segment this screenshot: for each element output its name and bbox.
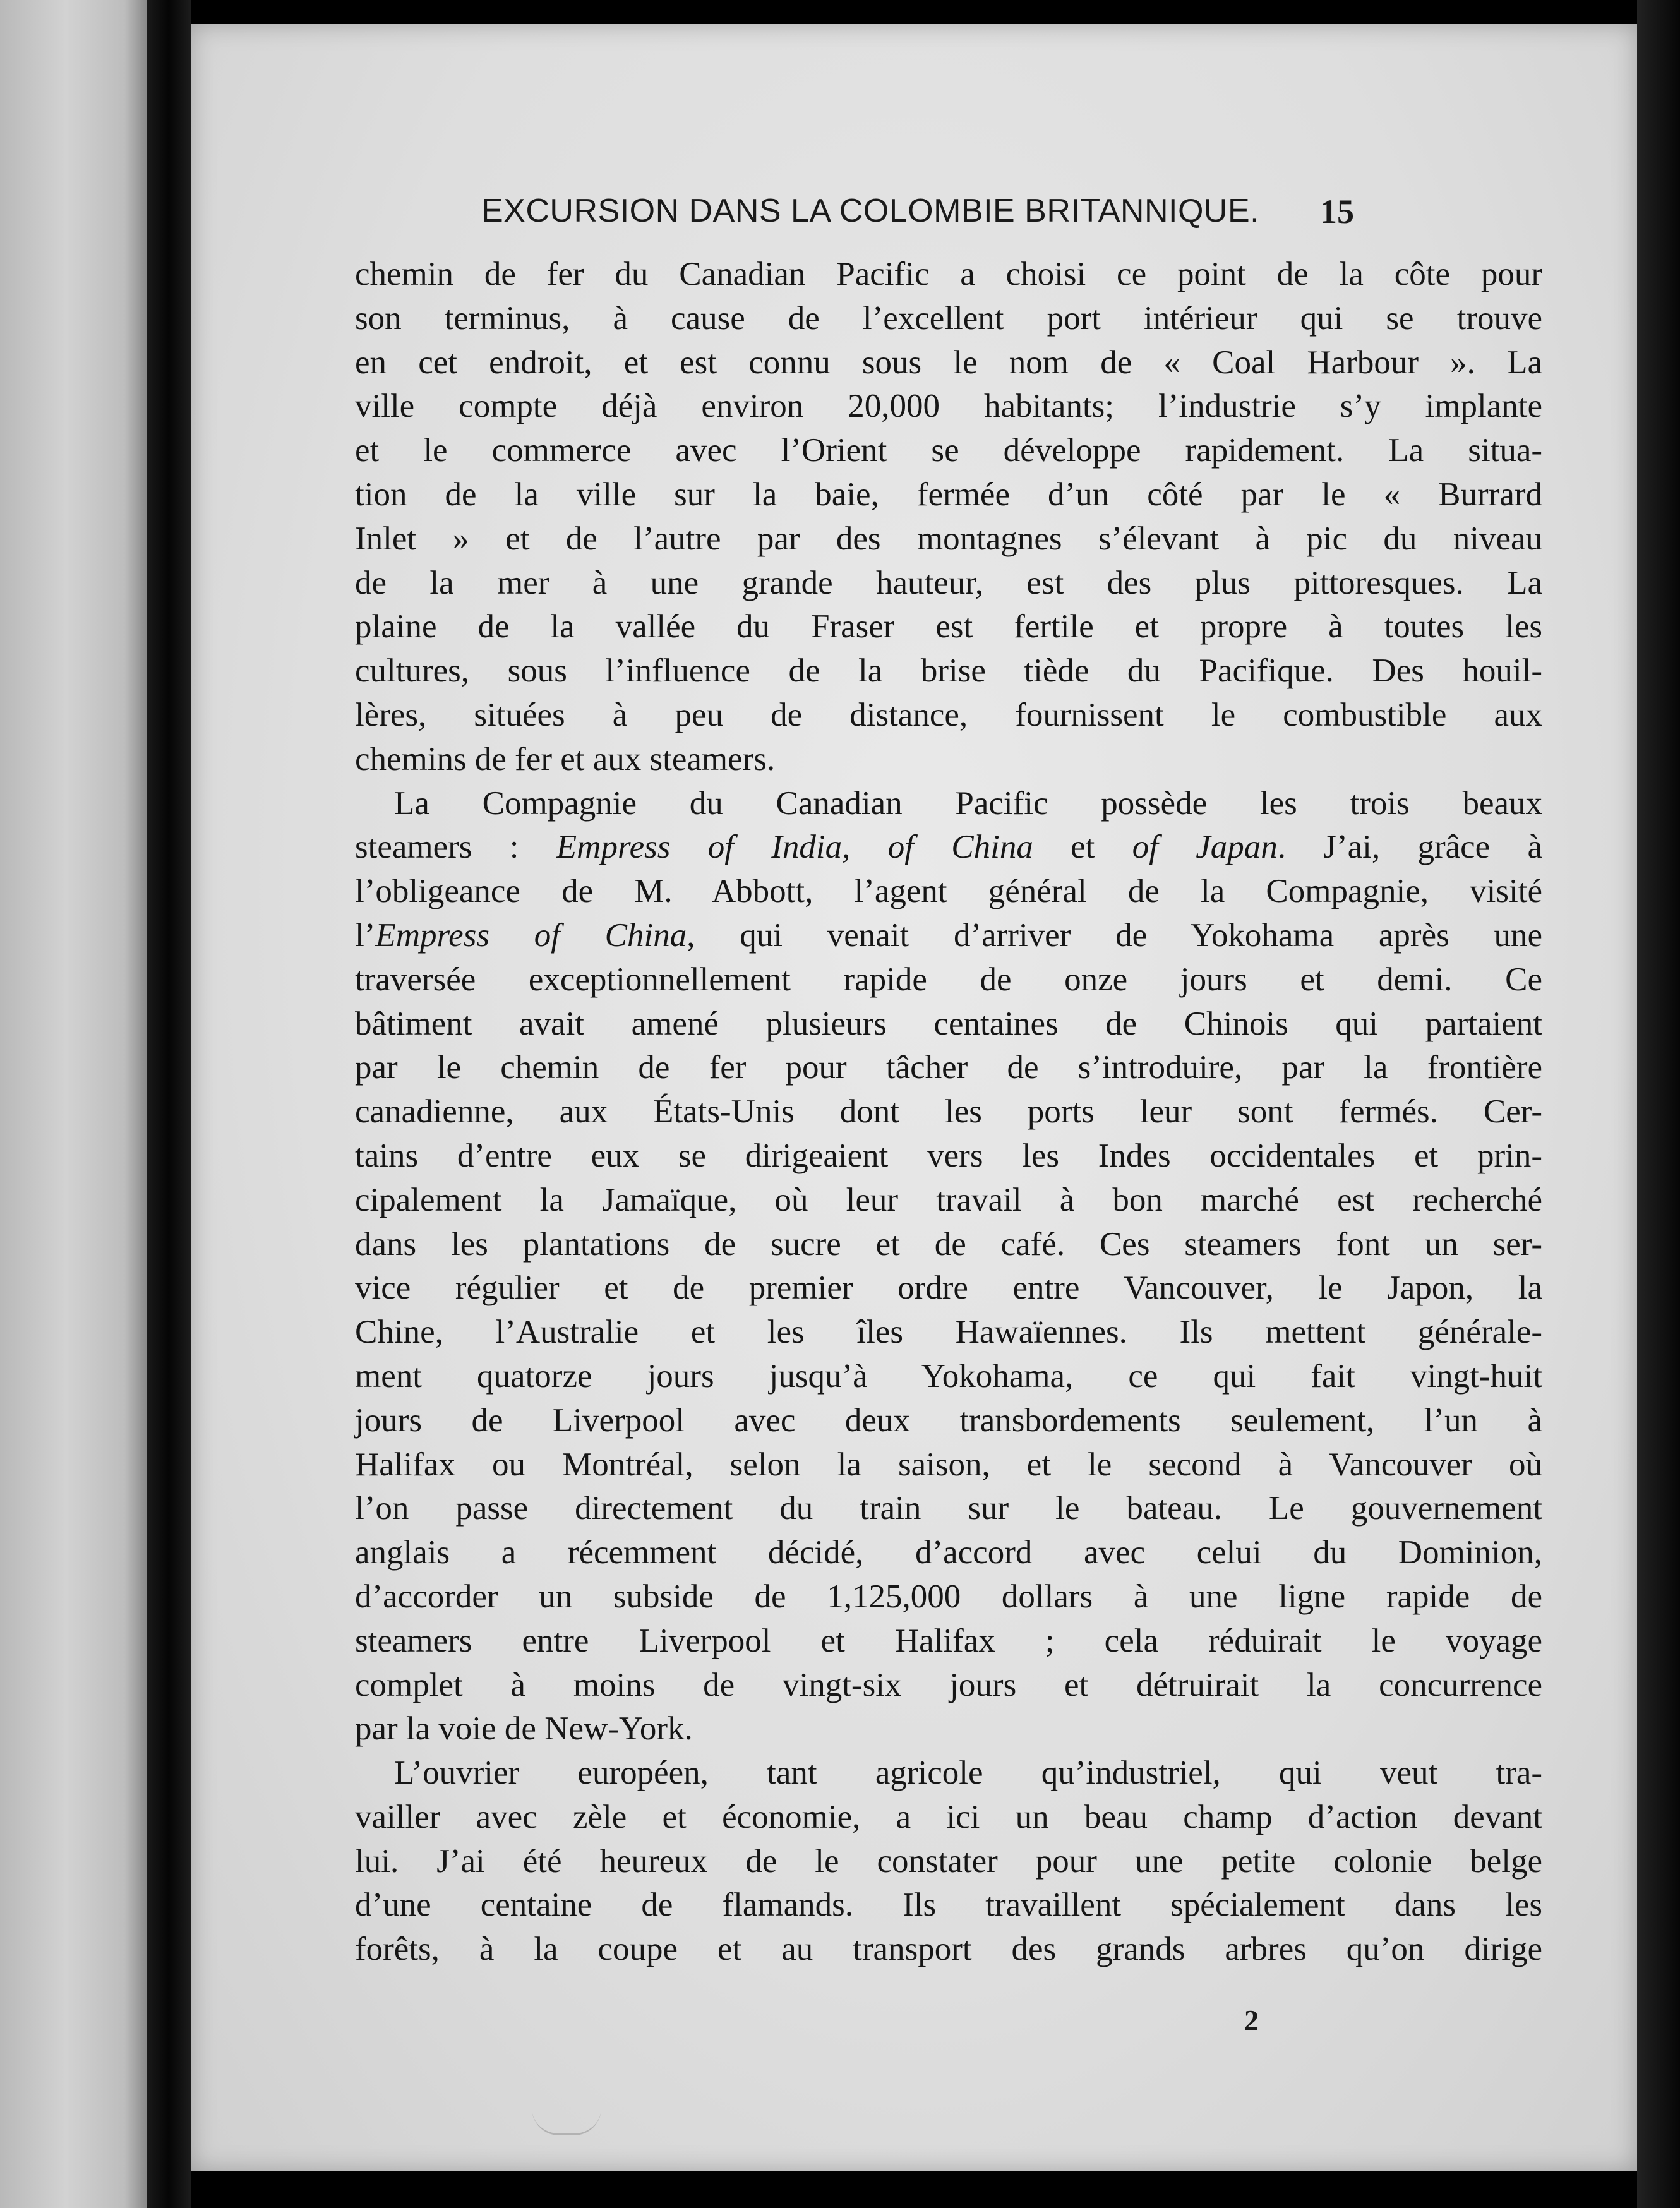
text-line: steamers entre Liverpool et Halifax ; cela réduirait le voyage	[355, 1622, 1542, 1659]
text-line: anglais a récemment décidé, d’accord avec celui du Dominion,	[355, 1534, 1542, 1571]
text-fragment: l’	[355, 916, 376, 954]
text-line: chemin de fer du Canadian Pacific a choisi ce point de la côte pour	[355, 256, 1542, 292]
text-line: La Compagnie du Canadian Pacific possède les trois beaux	[394, 784, 1542, 822]
text-line: dans les plantations de sucre et de café. Ces steamers font un ser-	[355, 1225, 1542, 1263]
text-line: traversée exceptionnellement rapide de onze jours et demi. Ce	[355, 961, 1542, 998]
text-line	[355, 914, 1542, 958]
text-line: lui. J’ai été heureux de le constater pour une petite colonie belge	[355, 1842, 1542, 1880]
running-title: EXCURSION DANS LA COLOMBIE BRITANNIQUE.	[481, 193, 1260, 229]
text-line: cultures, sous l’influence de la brise tiède du Pacifique. Des houil-	[355, 652, 1542, 690]
text-line: vailler avec zèle et économie, a ici un beau champ d’action devant	[355, 1798, 1542, 1835]
text-line: lères, situées à peu de distance, fournissent le combustible aux	[355, 696, 1542, 733]
text-line: et le commerce avec l’Orient se développe rapidement. La situa-	[355, 432, 1542, 469]
text-line: canadienne, aux États-Unis dont les ports leur sont fermés. Cer-	[355, 1093, 1542, 1131]
text-line: ment quatorze jours jusqu’à Yokohama, ce qui fait vingt-huit	[355, 1357, 1542, 1395]
book-gutter	[147, 0, 191, 2208]
paper-stain	[532, 2108, 601, 2135]
page-number: 15	[1320, 193, 1354, 231]
text-line: d’accorder un subside de 1,125,000 dollars à une ligne rapide de	[355, 1578, 1542, 1615]
text-line: Halifax ou Montréal, selon la saison, et le second à Vancouver où	[355, 1446, 1542, 1483]
scan-border-right	[1637, 0, 1680, 2208]
ship-name: of China	[887, 829, 1033, 866]
text-line: L’ouvrier européen, tant agricole qu’industriel, qui veut tra-	[394, 1755, 1542, 1792]
facing-page-edge	[0, 0, 147, 2208]
text-line: par le chemin de fer pour tâcher de s’introduire, par la frontière	[355, 1049, 1542, 1086]
text-line: cipalement la Jamaïque, où leur travail à bon marché est recherché	[355, 1181, 1542, 1218]
running-head	[191, 167, 1637, 230]
text-line: bâtiment avait amené plusieurs centaines de Chinois qui partaient	[355, 1005, 1542, 1042]
text-line: complet à moins de vingt-six jours et détruirait la concurrence	[355, 1666, 1542, 1703]
text-line: en cet endroit, et est connu sous le nom de « Coal Harbour ». La	[355, 344, 1542, 381]
text-fragment: , qui venait d’arriver de Yokohama après une	[687, 916, 1542, 954]
text-line: chemins de fer et aux steamers.	[355, 740, 776, 777]
book-page	[191, 24, 1637, 2171]
ship-name: of Japan	[1132, 829, 1278, 866]
text-line	[355, 825, 1542, 870]
text-fragment: ,	[842, 829, 888, 866]
text-line: jours de Liverpool avec deux transbordements seulement, l’un à	[355, 1401, 1542, 1439]
text-line: plaine de la vallée du Fraser est fertile et propre à toutes les	[355, 608, 1542, 645]
text-line: tains d’entre eux se dirigeaient vers les Indes occidentales et prin-	[355, 1137, 1542, 1174]
text-fragment: . J’ai, grâce à	[1277, 829, 1543, 866]
text-line: d’une centaine de flamands. Ils travaillent spécialement dans les	[355, 1887, 1542, 1924]
text-line: l’on passe directement du train sur le bateau. Le gouvernement	[355, 1490, 1542, 1527]
text-line: par la voie de New-York.	[355, 1710, 693, 1748]
text-line: tion de la ville sur la baie, fermée d’un côté par le « Burrard	[355, 476, 1542, 513]
text-line: ville compte déjà environ 20,000 habitants; l’industrie s’y implante	[355, 388, 1542, 425]
text-line: Inlet » et de l’autre par des montagnes s’élevant à pic du niveau	[355, 520, 1542, 557]
text-line: son terminus, à cause de l’excellent port intérieur qui se trouve	[355, 299, 1542, 337]
signature-mark: 2	[1244, 2004, 1259, 2036]
ship-name: Empress of China	[375, 916, 687, 954]
text-line: forêts, à la coupe et au transport des grands arbres qu’on dirige	[355, 1931, 1542, 1968]
ship-name: Empress of India	[556, 829, 843, 866]
body-text	[355, 253, 1542, 1972]
text-line: l’obligeance de M. Abbott, l’agent général de la Compagnie, visité	[355, 873, 1542, 910]
text-line: vice régulier et de premier ordre entre Vancouver, le Japon, la	[355, 1269, 1542, 1307]
text-line: Chine, l’Australie et les îles Hawaïennes. Ils mettent générale-	[355, 1314, 1542, 1351]
text-fragment: steamers :	[355, 829, 556, 866]
text-line: de la mer à une grande hauteur, est des plus pittoresques. La	[355, 564, 1542, 601]
text-fragment: et	[1033, 829, 1132, 866]
